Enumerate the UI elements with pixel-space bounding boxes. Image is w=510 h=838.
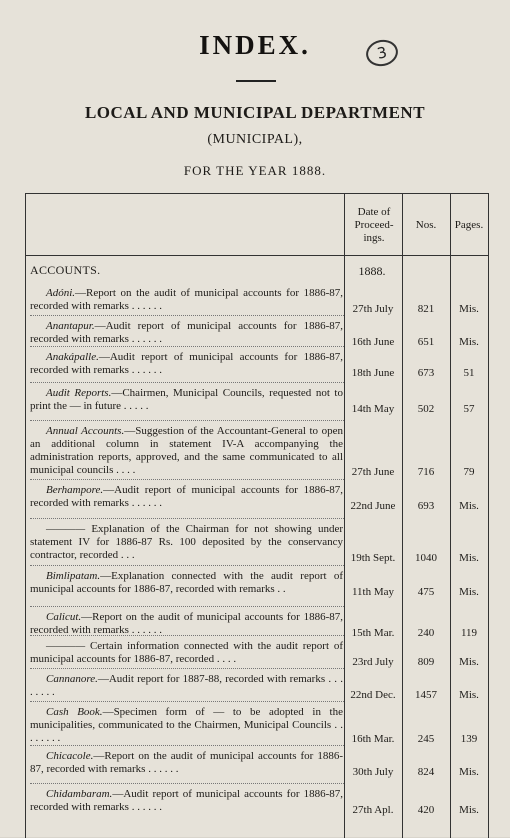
column-header-pages: Pages. <box>454 219 484 231</box>
index-entry <box>30 523 343 562</box>
entry-date: 22nd Dec. <box>350 689 396 701</box>
entry-description: —Suggestion of the Accountant-General to open an additional column in statement IV-A accompanying the administration reports, approved, and the same communicated to all municipal councils . . . . <box>30 425 343 476</box>
entry-date: 16th June <box>351 336 395 348</box>
entry-date: 27th July <box>352 303 394 315</box>
entry-description: —Report on the audit of municipal accounts for 1886-87, recorded with remarks . . . . . . <box>30 750 343 775</box>
entry-subject: Chidambaram. <box>46 788 113 800</box>
entry-page: Mis. <box>459 552 479 564</box>
page-title: INDEX. <box>199 30 311 60</box>
entry-date: 27th Apl. <box>352 804 394 816</box>
entry-date: 16th Mar. <box>351 733 395 745</box>
entry-subject: Anantapur. <box>46 320 95 332</box>
entry-number: 245 <box>417 733 435 745</box>
entry-number: 693 <box>417 500 435 512</box>
year-heading: FOR THE YEAR 1888. <box>183 163 327 178</box>
entry-subject: Cannanore. <box>46 673 98 685</box>
entry-number: 809 <box>417 656 435 668</box>
entry-number: 1457 <box>415 689 437 701</box>
entry-date: 27th June <box>351 466 395 478</box>
department-heading: LOCAL AND MUNICIPAL DEPARTMENT <box>84 103 426 122</box>
index-entry <box>30 673 343 699</box>
header-rule <box>25 255 489 256</box>
entry-date: 18th June <box>351 367 395 379</box>
entry-subject: ———— <box>46 523 86 535</box>
index-entry <box>30 320 343 346</box>
entry-subject: ———— <box>46 640 86 652</box>
entry-separator <box>30 745 344 746</box>
index-entry <box>30 287 343 313</box>
index-entry <box>30 750 343 776</box>
index-entry <box>30 611 343 637</box>
entry-number: 716 <box>417 466 435 478</box>
index-entry <box>30 640 343 666</box>
entry-description: —Specimen form of — to be adopted in the municipalities, communicated to the Chairmen, Municipal Councils . . . . . . . . <box>30 706 343 744</box>
entry-number: 420 <box>417 804 435 816</box>
index-entry <box>30 387 343 413</box>
entry-description: —Audit report of municipal accounts for 1886-87, recorded with remarks . . . . . . <box>30 484 343 509</box>
entry-separator <box>30 346 344 347</box>
entry-separator <box>30 518 344 519</box>
entry-number: 240 <box>417 627 435 639</box>
entry-description: —Report on the audit of municipal accounts for 1886-87, recorded with remarks . . . . . . <box>30 611 343 636</box>
entry-subject: Cash Book. <box>46 706 103 718</box>
entry-date: 11th May <box>351 586 395 598</box>
entry-description: —Audit report for 1887-88, recorded with remarks . . . . . . . . <box>30 673 343 698</box>
entry-number: 475 <box>417 586 435 598</box>
column-header-date: Date of Proceed-ings. <box>354 206 394 244</box>
entry-page: Mis. <box>459 766 479 778</box>
entry-date: 30th July <box>352 766 394 778</box>
entry-description: Explanation of the Chairman for not showing under statement IV for 1886-87 Rs. 100 deposited by the conservancy contractor, recorded . . . <box>30 523 343 561</box>
entry-description: —Audit report of municipal accounts for 1886-87, recorded with remarks . . . . . . <box>30 320 343 345</box>
entry-number: 821 <box>417 303 435 315</box>
entry-description: —Audit report of municipal accounts for 1886-87, recorded with remarks . . . . . . <box>30 788 343 813</box>
entry-date: 23rd July <box>352 656 394 668</box>
entry-subject: Annual Accounts. <box>46 425 125 437</box>
entry-separator <box>30 606 344 607</box>
entry-number: 673 <box>417 367 435 379</box>
entry-subject: Anakápalle. <box>46 351 99 363</box>
entry-page: Mis. <box>459 336 479 348</box>
index-entry <box>30 484 343 510</box>
entry-separator <box>30 668 344 669</box>
entry-subject: Chicacole. <box>46 750 94 762</box>
entry-page: Mis. <box>459 303 479 315</box>
subdepartment-heading: (MUNICIPAL), <box>207 132 303 147</box>
entry-description: Certain information connected with the audit report of municipal accounts for 1886-87, recorded . . . . <box>30 640 343 665</box>
entry-page: 139 <box>460 733 478 745</box>
entry-date: 19th Sept. <box>350 552 396 564</box>
entry-separator <box>30 635 344 636</box>
entry-separator <box>30 783 344 784</box>
entry-separator <box>30 420 344 421</box>
entry-number: 824 <box>417 766 435 778</box>
entry-date: 22nd June <box>350 500 396 512</box>
title-rule <box>236 80 276 82</box>
entry-subject: Bimlipatam. <box>46 570 101 582</box>
entry-subject: Calicut. <box>46 611 82 623</box>
entry-page: Mis. <box>459 656 479 668</box>
entry-separator <box>30 382 344 383</box>
section-title: ACCOUNTS. <box>30 263 101 277</box>
entry-date: 14th May <box>351 403 395 415</box>
index-entry <box>30 570 343 596</box>
index-entry <box>30 425 343 477</box>
entry-description: —Report on the audit of municipal accounts for 1886-87, recorded with remarks . . . . . . <box>30 287 343 312</box>
entry-separator <box>30 315 344 316</box>
entry-page: Mis. <box>459 804 479 816</box>
entry-subject: Adóni. <box>46 287 76 299</box>
entry-number: 502 <box>417 403 435 415</box>
index-entry <box>30 788 343 814</box>
entry-separator <box>30 479 344 480</box>
entry-page: Mis. <box>459 500 479 512</box>
entry-page: Mis. <box>459 586 479 598</box>
entry-number: 651 <box>417 336 435 348</box>
entry-description: —Audit report of municipal accounts for 1886-87, recorded with remarks . . . . . . <box>30 351 343 376</box>
folio-mark: 3 <box>364 37 401 69</box>
index-entry <box>30 351 343 377</box>
entry-separator <box>30 565 344 566</box>
entry-page: 79 <box>463 466 475 478</box>
index-entry <box>30 706 343 745</box>
entry-page: 51 <box>463 367 475 379</box>
entry-description: —Explanation connected with the audit report of municipal accounts for 1886-87, recorded with remarks . . <box>30 570 343 595</box>
entry-number: 1040 <box>415 552 437 564</box>
entry-page: Mis. <box>459 689 479 701</box>
entry-description: —Chairmen, Municipal Councils, requested not to print the — in future . . . . . <box>30 387 343 412</box>
entry-date: 15th Mar. <box>351 627 395 639</box>
entry-separator <box>30 701 344 702</box>
column-header-nos: Nos. <box>415 219 437 231</box>
entry-page: 119 <box>460 627 478 639</box>
entry-subject: Berhampore. <box>46 484 104 496</box>
entry-subject: Audit Reports. <box>46 387 112 399</box>
section-year: 1888. <box>358 264 386 278</box>
entry-page: 57 <box>463 403 475 415</box>
